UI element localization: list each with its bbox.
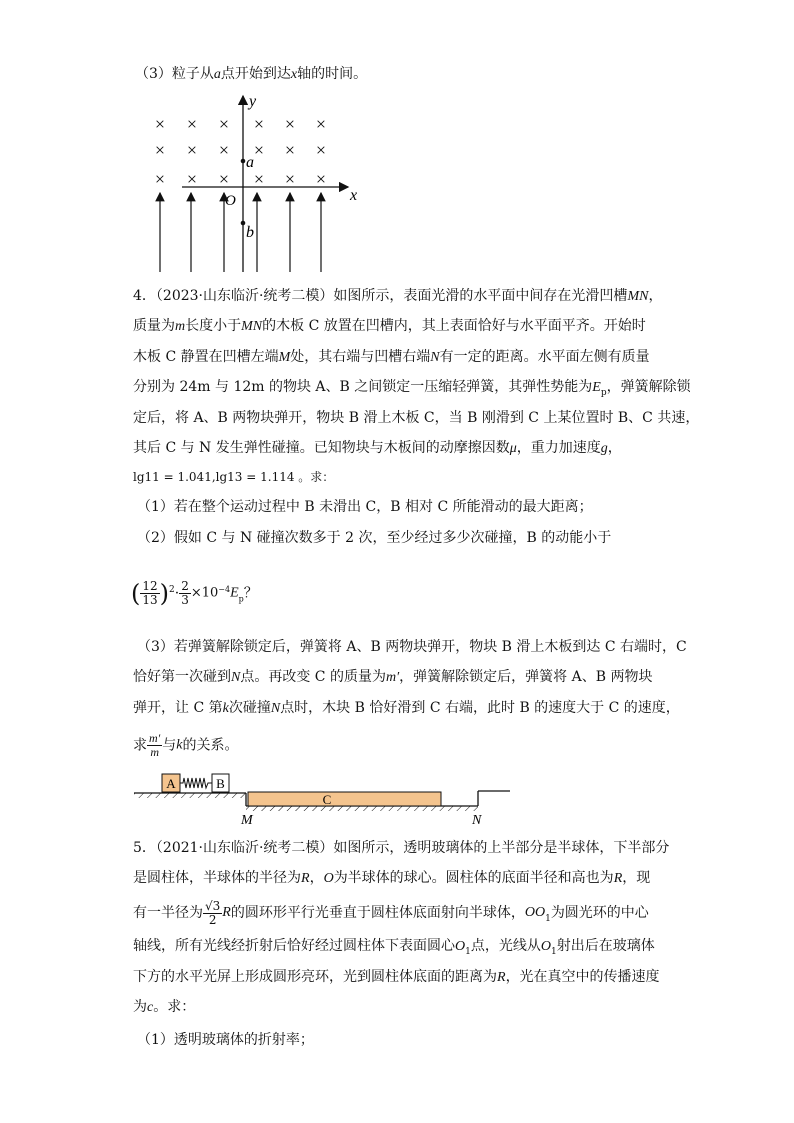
point-a [241, 159, 246, 164]
var-m-point: M [278, 350, 291, 365]
var-a: a [213, 67, 221, 82]
board-c-label: C [322, 792, 332, 807]
left-ground-hatch [134, 793, 246, 798]
q5-line-6 [133, 997, 195, 1018]
q5-l2-a: 是圆柱体，半球体的半径为 [133, 870, 301, 886]
q5-l2-c: 为半球体的球心。圆柱体的底面半径和高也为 [333, 870, 614, 886]
x-axis-label: x [350, 187, 358, 204]
block-a-label: A [166, 776, 176, 791]
var-c: c [147, 1000, 154, 1015]
frac-num: 12 [142, 579, 158, 594]
cross-symbol: × [218, 169, 230, 189]
q5-line-3 [133, 898, 649, 934]
label-n: N [472, 813, 482, 828]
var-ep: E [592, 380, 601, 395]
q3-mid: 点开始到达 [220, 66, 291, 82]
electric-field-arrows [160, 193, 321, 272]
q5-l5-a: 下方的水平光屏上形成圆形亮环，光到圆柱体底面的距离为 [133, 969, 497, 985]
q5-l3-c: 为圆光环的中心 [550, 905, 649, 921]
q4-l2-a: 质量为 [133, 318, 175, 334]
q5-l2-b: ， [309, 870, 324, 886]
fraction-m-prime-over-m [147, 732, 162, 759]
q4-l3-b: 处，其右端与凹槽右端 [290, 349, 431, 365]
var-oo1-sub: 1 [545, 913, 551, 924]
groove-board-figure [128, 766, 518, 828]
q4-l4-b: ，弹簧解除锁 [606, 379, 691, 395]
fraction-sqrt3-over-2 [203, 900, 222, 927]
var-n-point: N [270, 701, 281, 716]
dot-operator: · [174, 585, 180, 602]
fraction-12-13 [140, 580, 159, 607]
q5-l6-b: 。求： [153, 999, 196, 1015]
cross-symbol: × [154, 169, 166, 189]
cross-symbol: × [154, 140, 166, 160]
cross-symbol: × [315, 140, 327, 160]
point-b-label: b [246, 224, 254, 241]
var-k: k [222, 701, 229, 716]
q4-part-3-line-2 [133, 667, 652, 688]
q4-line-4 [133, 377, 691, 403]
q3-end: 轴的时间。 [297, 66, 368, 82]
cross-symbol: × [253, 114, 265, 134]
frac-num: 2 [181, 579, 189, 594]
var-m: m [175, 319, 186, 334]
q4-part-2: （2）假如 C 与 N 碰撞次数多于 2 次，至少经过多少次碰撞，B 的动能小于 [137, 530, 612, 546]
q4-p3-l3-a: 弹开，让 C 第 [133, 700, 223, 716]
q5-line-5 [133, 967, 660, 988]
cross-symbol: × [186, 140, 198, 160]
frac-num: √3 [205, 898, 221, 913]
var-o1-sub: 1 [550, 946, 557, 957]
q4-p3-l4-c: 的关系。 [182, 737, 239, 754]
var-ep-sub: p [600, 387, 607, 398]
frac-den: 13 [142, 593, 158, 608]
q5-part-1: （1）透明玻璃体的折射率； [137, 1032, 314, 1048]
var-g: g [600, 441, 608, 456]
q5-line-4 [133, 936, 655, 962]
q4-p3-l3-c: 点时，木块 B 恰好滑到 C 右端，此时 B 的速度大于 C 的速度， [280, 700, 680, 716]
exponent-neg4: −4 [218, 585, 231, 594]
spring [180, 778, 212, 788]
cross-symbol: × [284, 114, 296, 134]
q4-line-1 [133, 286, 662, 307]
frac-num: m′ [149, 731, 161, 745]
q5-l3-b: 的圆环形平行光垂直于圆柱体底面射向半球体， [230, 905, 525, 921]
q4-part-3-line-4 [133, 732, 239, 759]
question-mark: ？ [243, 585, 258, 602]
var-r: R [222, 905, 231, 920]
q4-part-1: （1）若在整个运动过程中 B 未滑出 C，B 相对 C 所能滑动的最大距离； [137, 499, 593, 515]
q4-l6-a: 其后 C 与 N 发生弹性碰撞。已知物块与木板间的动摩擦因数 [133, 440, 510, 456]
var-o1: O [540, 939, 551, 954]
var-ep: E [230, 585, 239, 601]
frac-den: m [150, 745, 159, 759]
cross-symbol: × [218, 114, 230, 134]
q4-l1-suffix: ， [648, 288, 663, 304]
cross-symbol: × [186, 169, 198, 189]
cross-field-symbols [155, 114, 326, 189]
magnetic-field-figure [140, 88, 370, 274]
q4-p3-l4-a: 求 [133, 737, 147, 754]
q4-l3-c: 有一定的距离。水平面左侧有质量 [439, 349, 650, 365]
q4-line-2 [133, 316, 646, 337]
origin-label: O [225, 193, 236, 209]
cross-symbol: × [315, 169, 327, 189]
q3-label: （3）粒子从 [135, 66, 214, 82]
var-k: k [176, 737, 183, 753]
var-r: R [301, 871, 310, 886]
q4-p3-l2-a: 恰好第一次碰到 [133, 669, 231, 685]
var-n-point: N [231, 670, 241, 685]
q4-l2-c: 的木板 C 放置在凹槽内，其上表面恰好与水平面平齐。开始时 [262, 318, 646, 334]
q5-l4-a: 轴线，所有光线经折射后恰好经过圆柱体下表面圆心 [133, 938, 455, 954]
q4-p3-l4-b: 与 [162, 737, 177, 754]
q5-line-2 [133, 868, 650, 889]
fraction-2-3 [179, 580, 191, 607]
cross-symbol: × [186, 114, 198, 134]
q4-l1-prefix: 4．（2023·山东临沂·统考二模）如图所示，表面光滑的水平面中间存在光滑凹槽 [133, 288, 628, 304]
var-oo1: OO [524, 905, 546, 920]
y-axis-label: y [249, 93, 257, 110]
cross-symbol: × [284, 140, 296, 160]
q4-line-6 [133, 438, 622, 459]
var-x: x [290, 67, 298, 82]
exponent: 2 [169, 585, 175, 595]
paren-right: ) [159, 579, 170, 608]
cross-symbol: × [315, 114, 327, 134]
block-b-label: B [216, 776, 225, 791]
board-c [248, 792, 441, 806]
q4-l6-c: ， [607, 440, 622, 456]
q4-part-3-line-1: （3）若弹簧解除锁定后，弹簧将 A、B 两物块弹开，物块 B 滑上木板到达 C 右端时，C [137, 639, 687, 655]
var-m-prime: m′ [385, 670, 400, 685]
q5-line-1: 5．（2021·山东临沂·统考二模）如图所示，透明玻璃体的上半部分是半球体，下半部分 [133, 840, 670, 856]
var-n-point: N [430, 350, 440, 365]
q4-line-5: 定后，将 A、B 两物块弹开，物块 B 滑上木板 C，当 B 刚滑到 C 上某位置时 B、C 共速， [133, 410, 700, 426]
cross-symbol: × [284, 169, 296, 189]
frac-den: 3 [181, 593, 189, 608]
q4-p3-l2-b: 点。再改变 C 的质量为 [240, 669, 386, 685]
q5-l6-a: 为 [133, 999, 147, 1015]
q5-l5-b: ，光在真空中的传播速度 [505, 969, 660, 985]
q4-l6-b: ，重力加速度 [516, 440, 601, 456]
frac-den: 2 [208, 912, 217, 927]
q3-part-line [135, 64, 367, 85]
groove-floor-hatch [246, 806, 478, 811]
q4-line-7: lg11 = 1.041,lg13 = 1.114 。求： [133, 470, 335, 484]
var-mu: μ [509, 441, 517, 456]
q5-l3-a: 有一半径为 [133, 905, 203, 921]
q4-l4-a: 分别为 24m 与 12m 的物块 A、B 之间锁定一压缩轻弹簧，其弹性势能为 [133, 379, 593, 395]
q4-formula [131, 576, 258, 613]
q5-l2-d: ，现 [622, 870, 651, 886]
q4-p3-l3-b: 次碰撞 [228, 700, 271, 716]
point-a-label: a [246, 154, 254, 171]
cross-symbol: × [253, 169, 265, 189]
cross-symbol: × [218, 140, 230, 160]
q4-line-3 [133, 347, 650, 368]
times-ten: ×10 [190, 585, 219, 601]
point-b [241, 221, 246, 226]
q4-l2-b: 长度小于 [185, 318, 242, 334]
var-mn: MN [627, 289, 649, 304]
label-m: M [241, 813, 253, 828]
paren-left: ( [131, 579, 141, 608]
var-o1-sub: 1 [465, 946, 471, 957]
q5-l4-b: 点，光线从 [470, 938, 541, 954]
var-r: R [613, 871, 623, 886]
q5-l4-c: 射出后在玻璃体 [556, 938, 655, 954]
var-o: O [323, 871, 334, 886]
cross-symbol: × [154, 114, 166, 134]
cross-symbol: × [253, 140, 265, 160]
var-r: R [497, 970, 506, 985]
q4-p3-l2-c: ，弹簧解除锁定后，弹簧将 A、B 两物块 [399, 669, 653, 685]
q4-part-3-line-3 [133, 698, 680, 719]
var-ep-sub: p [238, 594, 244, 604]
q4-l3-a: 木板 C 静置在凹槽左端 [133, 349, 279, 365]
var-mn: MN [241, 319, 263, 334]
var-o1: O [455, 939, 466, 954]
